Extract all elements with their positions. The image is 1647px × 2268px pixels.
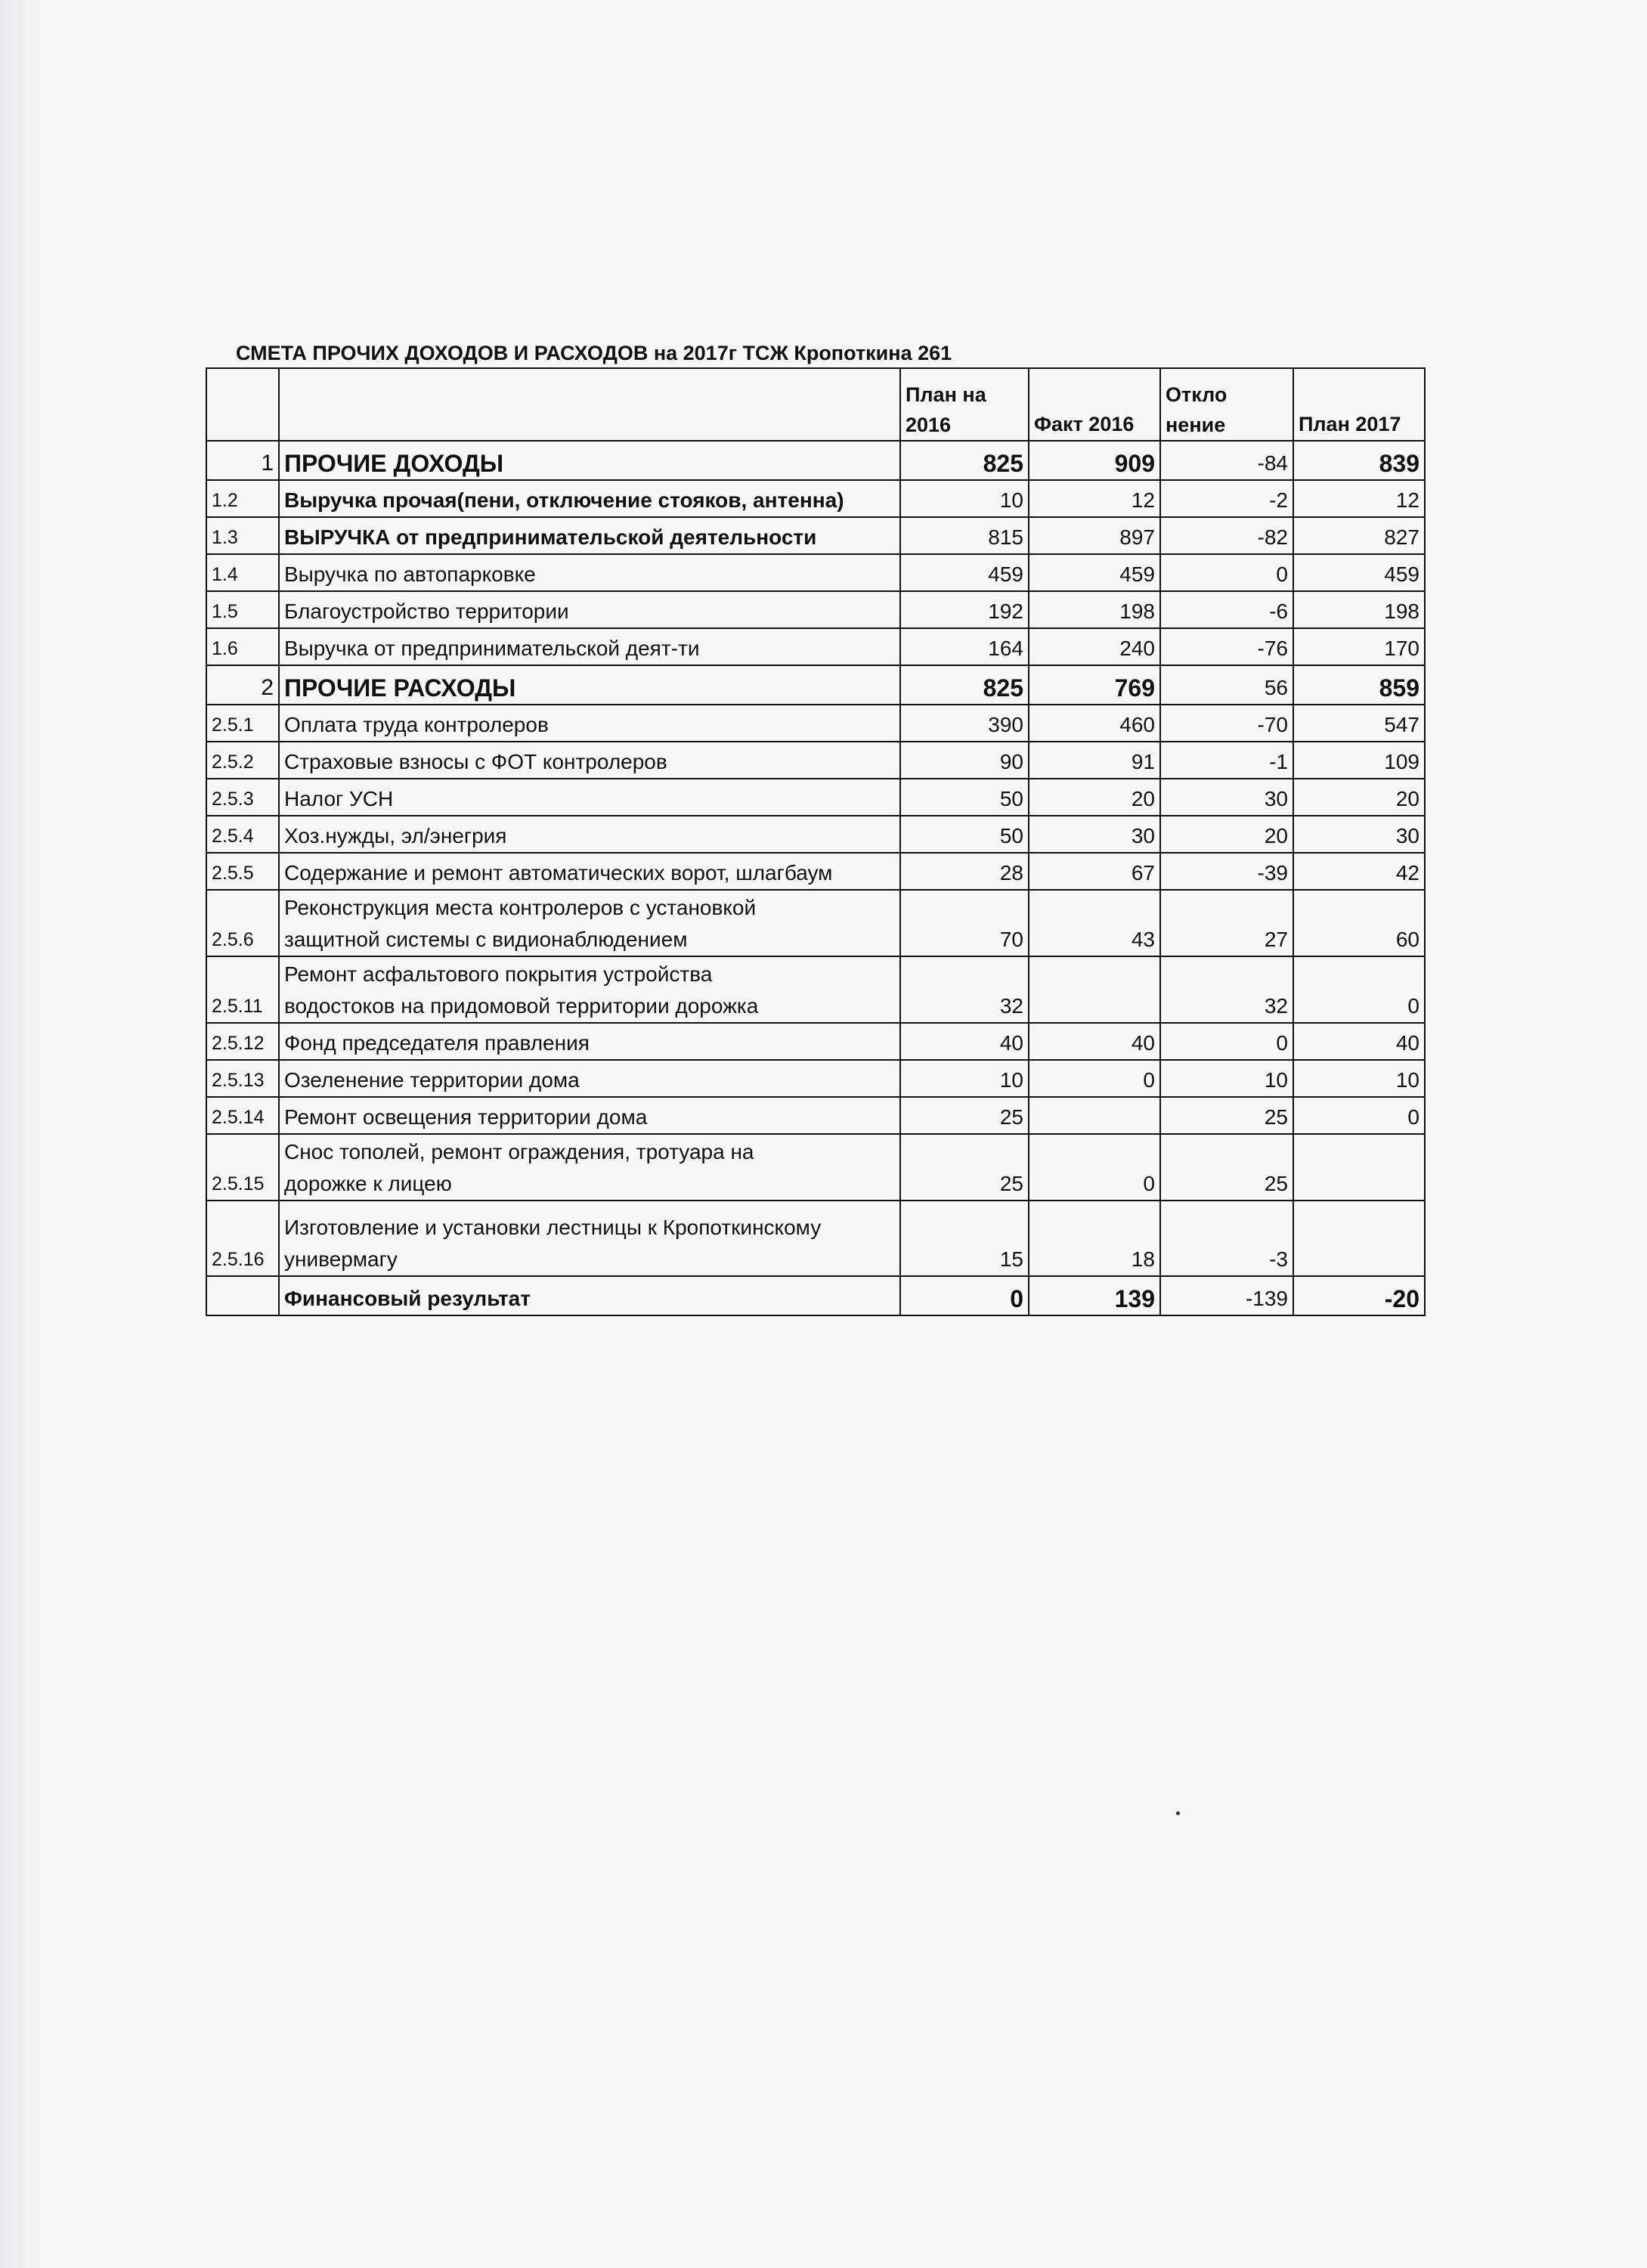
row-code: 2.5.15 xyxy=(206,1134,279,1201)
row-deviation: 30 xyxy=(1160,779,1293,816)
row-name: ВЫРУЧКА от предпринимательской деятельности xyxy=(279,517,900,554)
table-row xyxy=(206,517,1425,554)
row-fact-2016: 139 xyxy=(1029,1276,1160,1315)
row-plan-2017 xyxy=(1293,1134,1425,1201)
row-name xyxy=(279,1134,900,1201)
row-plan-2017: 10 xyxy=(1293,1060,1425,1097)
row-fact-2016: 67 xyxy=(1029,853,1160,890)
row-plan-2016: 825 xyxy=(900,665,1029,705)
row-plan-2016: 70 xyxy=(900,890,1029,956)
row-code: 1.3 xyxy=(206,517,279,554)
row-plan-2016: 10 xyxy=(900,1060,1029,1097)
row-plan-2016: 15 xyxy=(900,1201,1029,1276)
table-header-row xyxy=(206,368,1425,441)
row-plan-2017: 30 xyxy=(1293,816,1425,853)
row-deviation: -70 xyxy=(1160,705,1293,742)
row-code: 2.5.4 xyxy=(206,816,279,853)
row-fact-2016: 30 xyxy=(1029,816,1160,853)
row-name xyxy=(279,1201,900,1276)
row-code: 1 xyxy=(206,441,279,480)
scan-page-edge xyxy=(0,0,45,2268)
row-code: 2.5.11 xyxy=(206,956,279,1023)
row-plan-2016: 164 xyxy=(900,628,1029,665)
row-name: Страховые взносы с ФОТ контролеров xyxy=(279,742,900,779)
row-name-line2: универмагу xyxy=(284,1247,398,1271)
row-deviation: -39 xyxy=(1160,853,1293,890)
row-fact-2016: 20 xyxy=(1029,779,1160,816)
table-row xyxy=(206,554,1425,591)
row-plan-2017: 0 xyxy=(1293,956,1425,1023)
row-plan-2017: 459 xyxy=(1293,554,1425,591)
row-plan-2017: 20 xyxy=(1293,779,1425,816)
row-plan-2016: 25 xyxy=(900,1097,1029,1134)
row-name-line1: Снос тополей, ремонт ограждения, тротуара на xyxy=(284,1140,754,1163)
header-code xyxy=(206,368,279,441)
row-plan-2016: 10 xyxy=(900,480,1029,517)
row-name-line2: водостоков на придомовой территории дорожка xyxy=(284,994,759,1018)
row-deviation: 10 xyxy=(1160,1060,1293,1097)
row-name-line2: защитной системы с видионаблюдением xyxy=(284,928,688,951)
table-row xyxy=(206,1097,1425,1134)
financial-result-row xyxy=(206,1276,1425,1315)
row-plan-2017: 12 xyxy=(1293,480,1425,517)
table-row xyxy=(206,742,1425,779)
row-fact-2016: 40 xyxy=(1029,1023,1160,1060)
row-plan-2017: 547 xyxy=(1293,705,1425,742)
header-plan-2016 xyxy=(900,368,1029,441)
row-code: 2.5.2 xyxy=(206,742,279,779)
row-fact-2016: 91 xyxy=(1029,742,1160,779)
row-code: 2.5.5 xyxy=(206,853,279,890)
row-fact-2016: 460 xyxy=(1029,705,1160,742)
row-fact-2016: 198 xyxy=(1029,591,1160,628)
row-deviation: 20 xyxy=(1160,816,1293,853)
row-code: 2.5.6 xyxy=(206,890,279,956)
table-row xyxy=(206,1134,1425,1201)
budget-table xyxy=(206,367,1426,1316)
row-name: Фонд председателя правления xyxy=(279,1023,900,1060)
row-plan-2017: 827 xyxy=(1293,517,1425,554)
row-name: ПРОЧИЕ РАСХОДЫ xyxy=(279,665,900,705)
table-row xyxy=(206,1060,1425,1097)
row-name: Выручка от предпринимательской деят-ти xyxy=(279,628,900,665)
row-deviation: 32 xyxy=(1160,956,1293,1023)
row-fact-2016: 769 xyxy=(1029,665,1160,705)
row-name: Озеленение территории дома xyxy=(279,1060,900,1097)
header-plan-2016-line1: План на xyxy=(906,383,986,406)
row-deviation: 0 xyxy=(1160,554,1293,591)
row-deviation: 27 xyxy=(1160,890,1293,956)
row-plan-2017: 42 xyxy=(1293,853,1425,890)
row-deviation: 56 xyxy=(1160,665,1293,705)
row-name-line1: Реконструкция места контролеров с установкой xyxy=(284,896,757,919)
row-plan-2017: 839 xyxy=(1293,441,1425,480)
row-code: 1.4 xyxy=(206,554,279,591)
header-name xyxy=(279,368,900,441)
table-row xyxy=(206,853,1425,890)
table-row xyxy=(206,1201,1425,1276)
row-plan-2016: 32 xyxy=(900,956,1029,1023)
row-fact-2016: 240 xyxy=(1029,628,1160,665)
row-fact-2016: 459 xyxy=(1029,554,1160,591)
row-plan-2017: -20 xyxy=(1293,1276,1425,1315)
row-fact-2016: 897 xyxy=(1029,517,1160,554)
row-name: Ремонт освещения территории дома xyxy=(279,1097,900,1134)
table-row xyxy=(206,705,1425,742)
row-deviation: -6 xyxy=(1160,591,1293,628)
row-deviation: -139 xyxy=(1160,1276,1293,1315)
row-plan-2016: 90 xyxy=(900,742,1029,779)
row-code xyxy=(206,1276,279,1315)
row-code: 2.5.3 xyxy=(206,779,279,816)
row-code: 1.2 xyxy=(206,480,279,517)
row-plan-2016: 390 xyxy=(900,705,1029,742)
row-fact-2016: 43 xyxy=(1029,890,1160,956)
row-code: 1.6 xyxy=(206,628,279,665)
table-row xyxy=(206,956,1425,1023)
row-code: 2 xyxy=(206,665,279,705)
row-plan-2016: 815 xyxy=(900,517,1029,554)
row-plan-2017: 40 xyxy=(1293,1023,1425,1060)
row-name: Благоустройство территории xyxy=(279,591,900,628)
row-name-line1: Изготовление и установки лестницы к Кропоткинскому xyxy=(284,1216,822,1239)
row-code: 2.5.13 xyxy=(206,1060,279,1097)
row-plan-2016: 28 xyxy=(900,853,1029,890)
header-deviation-line2: нение xyxy=(1166,414,1226,436)
row-plan-2017: 0 xyxy=(1293,1097,1425,1134)
income-section-row xyxy=(206,441,1425,480)
table-row xyxy=(206,480,1425,517)
row-plan-2017 xyxy=(1293,1201,1425,1276)
row-fact-2016: 909 xyxy=(1029,441,1160,480)
row-plan-2016: 0 xyxy=(900,1276,1029,1315)
row-plan-2016: 192 xyxy=(900,591,1029,628)
row-deviation: -1 xyxy=(1160,742,1293,779)
row-name: Оплата труда контролеров xyxy=(279,705,900,742)
header-deviation xyxy=(1160,368,1293,441)
row-name xyxy=(279,890,900,956)
table-row xyxy=(206,1023,1425,1060)
expenses-section-row xyxy=(206,665,1425,705)
row-deviation: 25 xyxy=(1160,1134,1293,1201)
row-code: 2.5.1 xyxy=(206,705,279,742)
row-plan-2016: 50 xyxy=(900,779,1029,816)
row-fact-2016: 0 xyxy=(1029,1134,1160,1201)
row-plan-2017: 198 xyxy=(1293,591,1425,628)
row-deviation: 0 xyxy=(1160,1023,1293,1060)
row-fact-2016: 0 xyxy=(1029,1060,1160,1097)
row-fact-2016: 12 xyxy=(1029,480,1160,517)
header-plan-2017: План 2017 xyxy=(1293,368,1425,441)
row-name: Налог УСН xyxy=(279,779,900,816)
row-deviation: -3 xyxy=(1160,1201,1293,1276)
document-title: СМЕТА ПРОЧИХ ДОХОДОВ И РАСХОДОВ на 2017г ТСЖ Кропоткина 261 xyxy=(236,342,952,364)
row-plan-2016: 40 xyxy=(900,1023,1029,1060)
row-plan-2016: 459 xyxy=(900,554,1029,591)
row-name: Выручка прочая(пени, отключение стояков, антенна) xyxy=(279,480,900,517)
row-code: 2.5.16 xyxy=(206,1201,279,1276)
scan-speck xyxy=(1176,1811,1180,1815)
table-row xyxy=(206,591,1425,628)
row-plan-2017: 109 xyxy=(1293,742,1425,779)
row-plan-2016: 825 xyxy=(900,441,1029,480)
row-deviation: -76 xyxy=(1160,628,1293,665)
row-fact-2016: 18 xyxy=(1029,1201,1160,1276)
row-deviation: -82 xyxy=(1160,517,1293,554)
row-fact-2016 xyxy=(1029,1097,1160,1134)
row-code: 1.5 xyxy=(206,591,279,628)
row-name: Содержание и ремонт автоматических ворот, шлагбаум xyxy=(279,853,900,890)
header-fact-2016: Факт 2016 xyxy=(1029,368,1160,441)
row-plan-2016: 50 xyxy=(900,816,1029,853)
table-row xyxy=(206,779,1425,816)
table-row xyxy=(206,890,1425,956)
row-code: 2.5.12 xyxy=(206,1023,279,1060)
table-row xyxy=(206,816,1425,853)
header-plan-2016-line2: 2016 xyxy=(906,414,952,436)
row-deviation: -84 xyxy=(1160,441,1293,480)
row-plan-2016: 25 xyxy=(900,1134,1029,1201)
row-name: Хоз.нужды, эл/энегрия xyxy=(279,816,900,853)
table-row xyxy=(206,628,1425,665)
row-name-line1: Ремонт асфальтового покрытия устройства xyxy=(284,962,713,986)
row-name: Выручка по автопарковке xyxy=(279,554,900,591)
row-deviation: -2 xyxy=(1160,480,1293,517)
row-plan-2017: 859 xyxy=(1293,665,1425,705)
row-code: 2.5.14 xyxy=(206,1097,279,1134)
row-name xyxy=(279,956,900,1023)
row-fact-2016 xyxy=(1029,956,1160,1023)
row-deviation: 25 xyxy=(1160,1097,1293,1134)
header-deviation-line1: Откло xyxy=(1166,383,1228,406)
row-name: Финансовый результат xyxy=(279,1276,900,1315)
row-plan-2017: 170 xyxy=(1293,628,1425,665)
row-name-line2: дорожке к лицею xyxy=(284,1172,452,1195)
row-plan-2017: 60 xyxy=(1293,890,1425,956)
row-name: ПРОЧИЕ ДОХОДЫ xyxy=(279,441,900,480)
